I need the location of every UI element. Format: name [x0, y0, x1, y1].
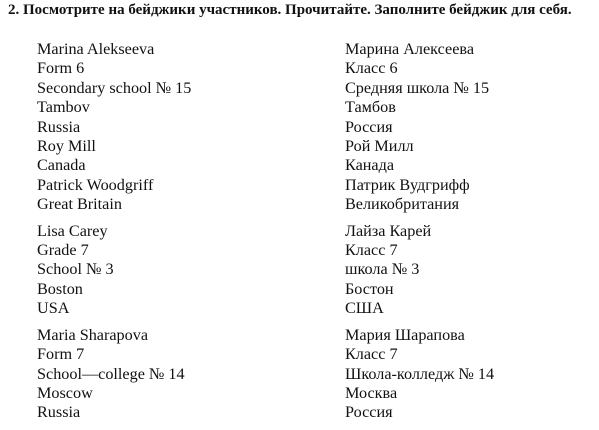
badge-line: Lisa Carey [37, 221, 108, 240]
badge-line: Россия [345, 403, 393, 422]
badge-line: Средняя школа № 15 [345, 78, 490, 97]
badge-line: Великобритания [345, 195, 460, 214]
badge-line: Москва [345, 383, 398, 402]
badge-line: School № 3 [37, 260, 114, 279]
badge-line: Лайза Карей [345, 221, 432, 240]
badge-line: Canada [37, 156, 86, 175]
badge-line: Мария Шарапова [345, 325, 465, 344]
badge-line: Roy Mill [37, 137, 96, 156]
badge-en-lisa [37, 222, 337, 319]
badge-line: Boston [37, 279, 83, 298]
english-badges-column [37, 40, 337, 423]
exercise-instruction: 2. Посмотрите на бейджики участников. Прочитайте. Заполните бейджик для себя. [8, 2, 572, 18]
badge-line: Russia [37, 403, 81, 422]
badge-line: Канада [345, 156, 395, 175]
badge-line: Школа-колледж № 14 [345, 364, 495, 383]
russian-badges-column [345, 40, 595, 423]
badge-line: USA [37, 299, 70, 318]
badge-line: Maria Sharapova [37, 325, 149, 344]
badge-line: Патрик Вудгрифф [345, 175, 470, 194]
badge-line: Россия [345, 117, 393, 136]
badge-line: Рой Милл [345, 137, 414, 156]
badge-line: Russia [37, 117, 81, 136]
badge-en-maria [37, 326, 337, 423]
badge-line: Тамбов [345, 98, 396, 117]
badge-line: Tambov [37, 98, 90, 117]
badge-ru-maria [345, 326, 595, 423]
badge-line: Form 6 [37, 59, 85, 78]
badge-line: Бостон [345, 279, 394, 298]
badge-line: School—college № 14 [37, 364, 185, 383]
badge-line: США [345, 299, 384, 318]
badge-line: Класс 7 [345, 241, 398, 260]
badge-line: Marina Alekseeva [37, 40, 155, 58]
badge-line: Марина Алексеева [345, 40, 475, 58]
badge-line: Moscow [37, 383, 93, 402]
badge-line: школа № 3 [345, 260, 420, 279]
badge-line: Secondary school № 15 [37, 78, 192, 97]
badge-ru-lisa [345, 222, 595, 319]
badge-line: Great Britain [37, 195, 122, 214]
badge-ru-marina [345, 40, 595, 215]
badge-line: Grade 7 [37, 241, 89, 260]
badge-line: Класс 7 [345, 345, 398, 364]
badge-en-marina [37, 40, 337, 215]
badge-line: Patrick Woodgriff [37, 175, 154, 194]
badge-line: Form 7 [37, 345, 85, 364]
badge-line: Класс 6 [345, 59, 398, 78]
